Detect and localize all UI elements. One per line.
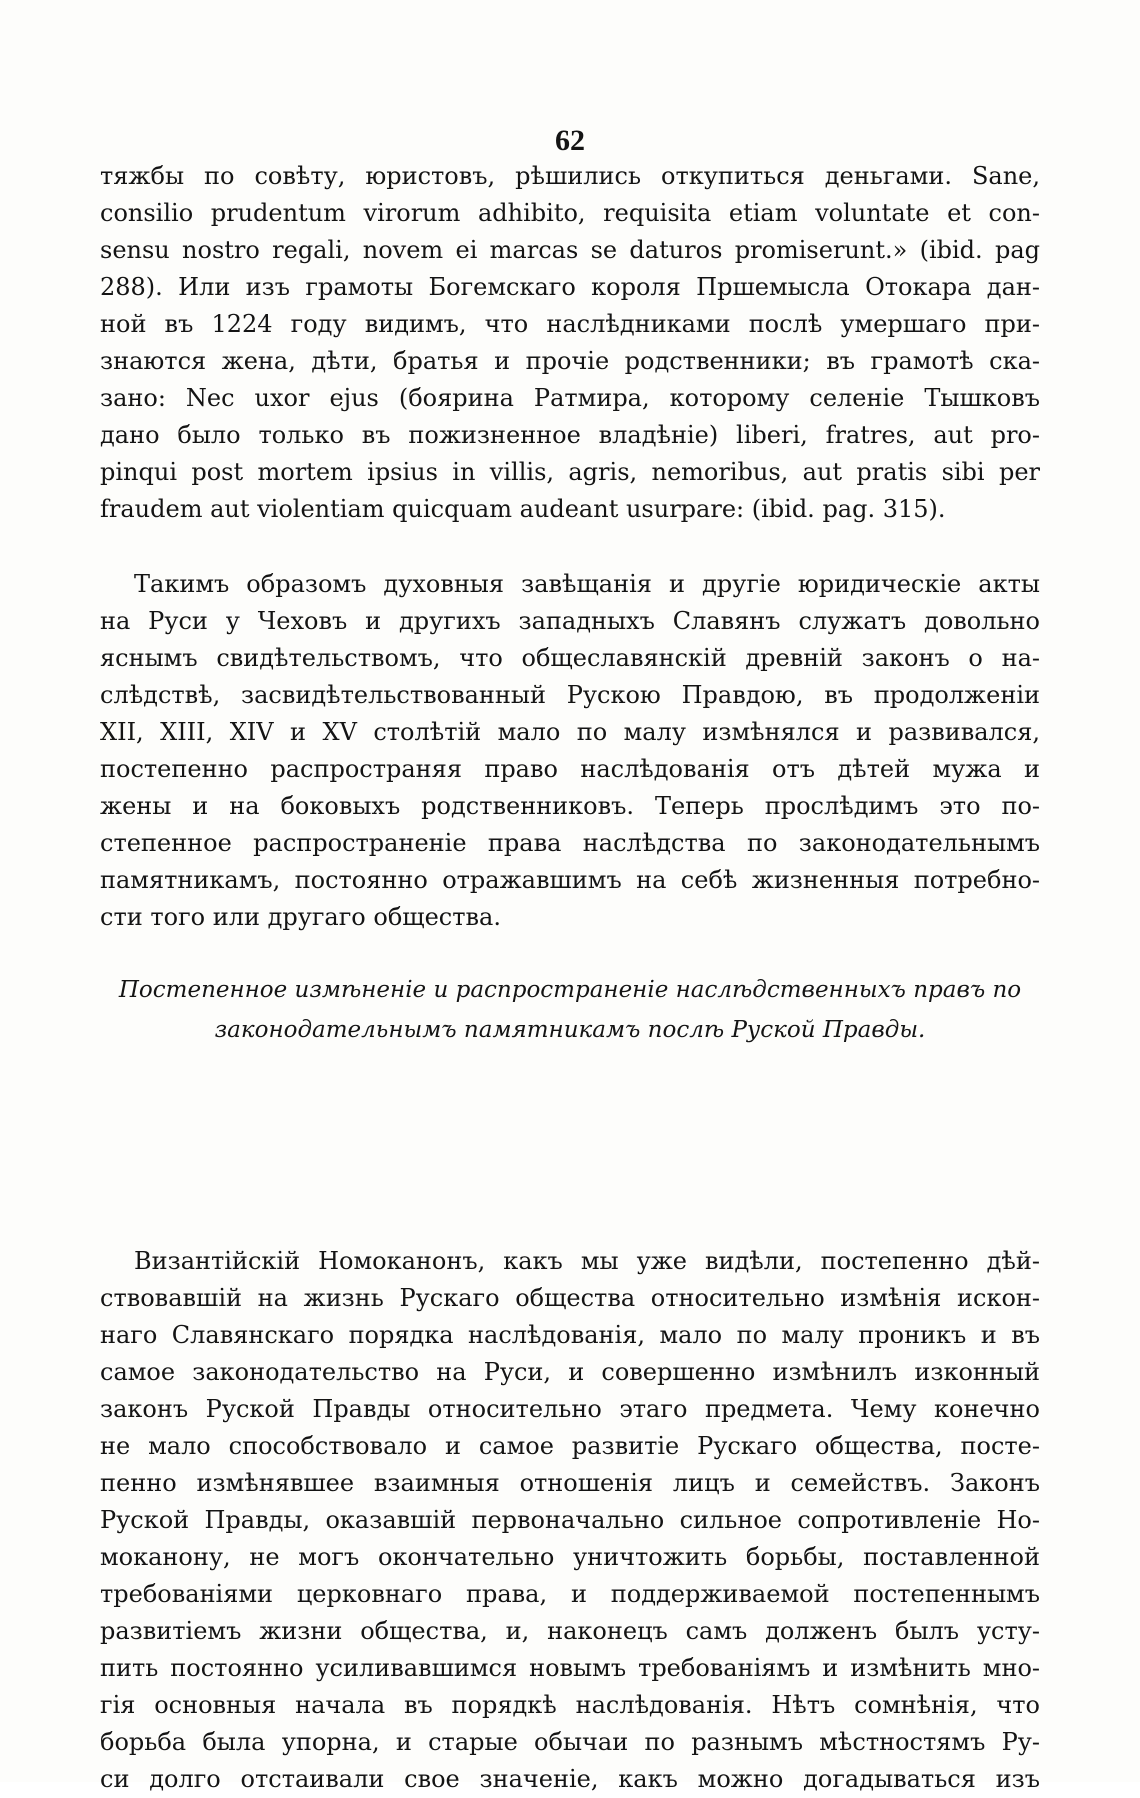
text-line: развитіемъ жизни общества, и, наконецъ самъ долженъ былъ усту-	[100, 1617, 1040, 1645]
text-line: зано: Nec uxor ejus (боярина Ратмира, которому селеніе Тышковъ	[100, 384, 1040, 412]
text-line: на Руси у Чеховъ и другихъ западныхъ Славянъ служатъ довольно	[100, 607, 1040, 635]
paragraph-summary	[100, 566, 1040, 936]
text-line: fraudem aut violentiam quicquam audeant usurpare: (ibid. pag. 315).	[100, 495, 946, 523]
text-line: дано было только въ пожизненное владѣніе) liberi, fratres, aut pro-	[100, 421, 1040, 449]
text-line: сти того или другаго общества.	[100, 903, 501, 931]
page-number: 62	[555, 124, 585, 157]
section-heading	[100, 970, 1040, 1050]
text-line: не мало способствовало и самое развитіе Рускаго общества, посте-	[100, 1432, 1040, 1460]
text-line: жены и на боковыхъ родственниковъ. Теперь прослѣдимъ это по-	[100, 792, 1040, 820]
text-line: си долго отстаивали свое значеніе, какъ можно догадываться изъ	[100, 1765, 1040, 1793]
section-heading-line: Постепенное измѣненіе и распространеніе наслѣдственныхъ правъ по	[118, 977, 1022, 1003]
text-line: наго Славянскаго порядка наслѣдованія, мало по малу проникъ и въ	[100, 1321, 1040, 1349]
text-line: пенно измѣнявшее взаимныя отношенія лицъ и семействъ. Законъ	[100, 1469, 1040, 1497]
text-line: тяжбы по совѣту, юристовъ, рѣшились откупиться деньгами. Sane,	[100, 162, 1040, 190]
text-line: пить постоянно усиливавшимся новымъ требованіямъ и измѣнить мно-	[100, 1654, 1040, 1682]
text-line: гія основныя начала въ порядкѣ наслѣдованія. Нѣтъ сомнѣнія, что	[100, 1691, 1040, 1719]
text-line: consilio prudentum virorum adhibito, requisita etiam voluntate et con-	[100, 199, 1040, 227]
text-line: Византійскій Номоканонъ, какъ мы уже видѣли, постепенно дѣй-	[134, 1247, 1040, 1275]
text-line: 288). Или изъ грамоты Богемскаго короля Пршемысла Отокара дан-	[100, 273, 1040, 301]
text-line: знаются жена, дѣти, братья и прочіе родственники; въ грамотѣ ска-	[100, 347, 1040, 375]
text-line: степенное распространеніе права наслѣдства по законодательнымъ	[100, 829, 1040, 857]
text-line: моканону, не могъ окончательно уничтожить борьбы, поставленной	[100, 1543, 1040, 1571]
text-line: законъ Руской Правды относительно этаго предмета. Чему конечно	[100, 1395, 1040, 1423]
text-line: яснымъ свидѣтельствомъ, что общеславянскій древній законъ о на-	[100, 644, 1040, 672]
text-line: XII, XIII, XIV и XV столѣтій мало по малу измѣнялся и развивался,	[100, 718, 1040, 746]
text-line: самое законодательство на Руси, и совершенно измѣнилъ изконный	[100, 1358, 1040, 1386]
text-line: pinqui post mortem ipsius in villis, agris, nemoribus, aut pratis sibi per	[100, 458, 1040, 486]
paragraph-continuation	[100, 158, 1040, 528]
text-line: Руской Правды, оказавшій первоначально сильное сопротивленіе Но-	[100, 1506, 1040, 1534]
text-line: постепенно распространяя право наслѣдованія отъ дѣтей мужа и	[100, 755, 1040, 783]
paragraph-nomocanon	[100, 1243, 1040, 1798]
text-line: требованіями церковнаго права, и поддерживаемой постепеннымъ	[100, 1580, 1040, 1608]
text-line: борьба была упорна, и старые обычаи по разнымъ мѣстностямъ Ру-	[100, 1728, 1040, 1756]
text-line: памятникамъ, постоянно отражавшимъ на себѣ жизненныя потребно-	[100, 866, 1040, 894]
text-line: ной въ 1224 году видимъ, что наслѣдниками послѣ умершаго при-	[100, 310, 1040, 338]
section-heading-line: законодательнымъ памятникамъ послѣ Руской Правды.	[214, 1017, 926, 1043]
text-line: sensu nostro regali, novem ei marcas se daturos promiserunt.» (ibid. pag	[100, 236, 1040, 264]
text-line: ствовавшій на жизнь Рускаго общества относительно измѣнія искон-	[100, 1284, 1040, 1312]
text-line: Такимъ образомъ духовныя завѣщанія и другіе юридическіе акты	[134, 570, 1040, 598]
text-line: слѣдствѣ, засвидѣтельствованный Рускою Правдою, въ продолженіи	[100, 681, 1040, 709]
